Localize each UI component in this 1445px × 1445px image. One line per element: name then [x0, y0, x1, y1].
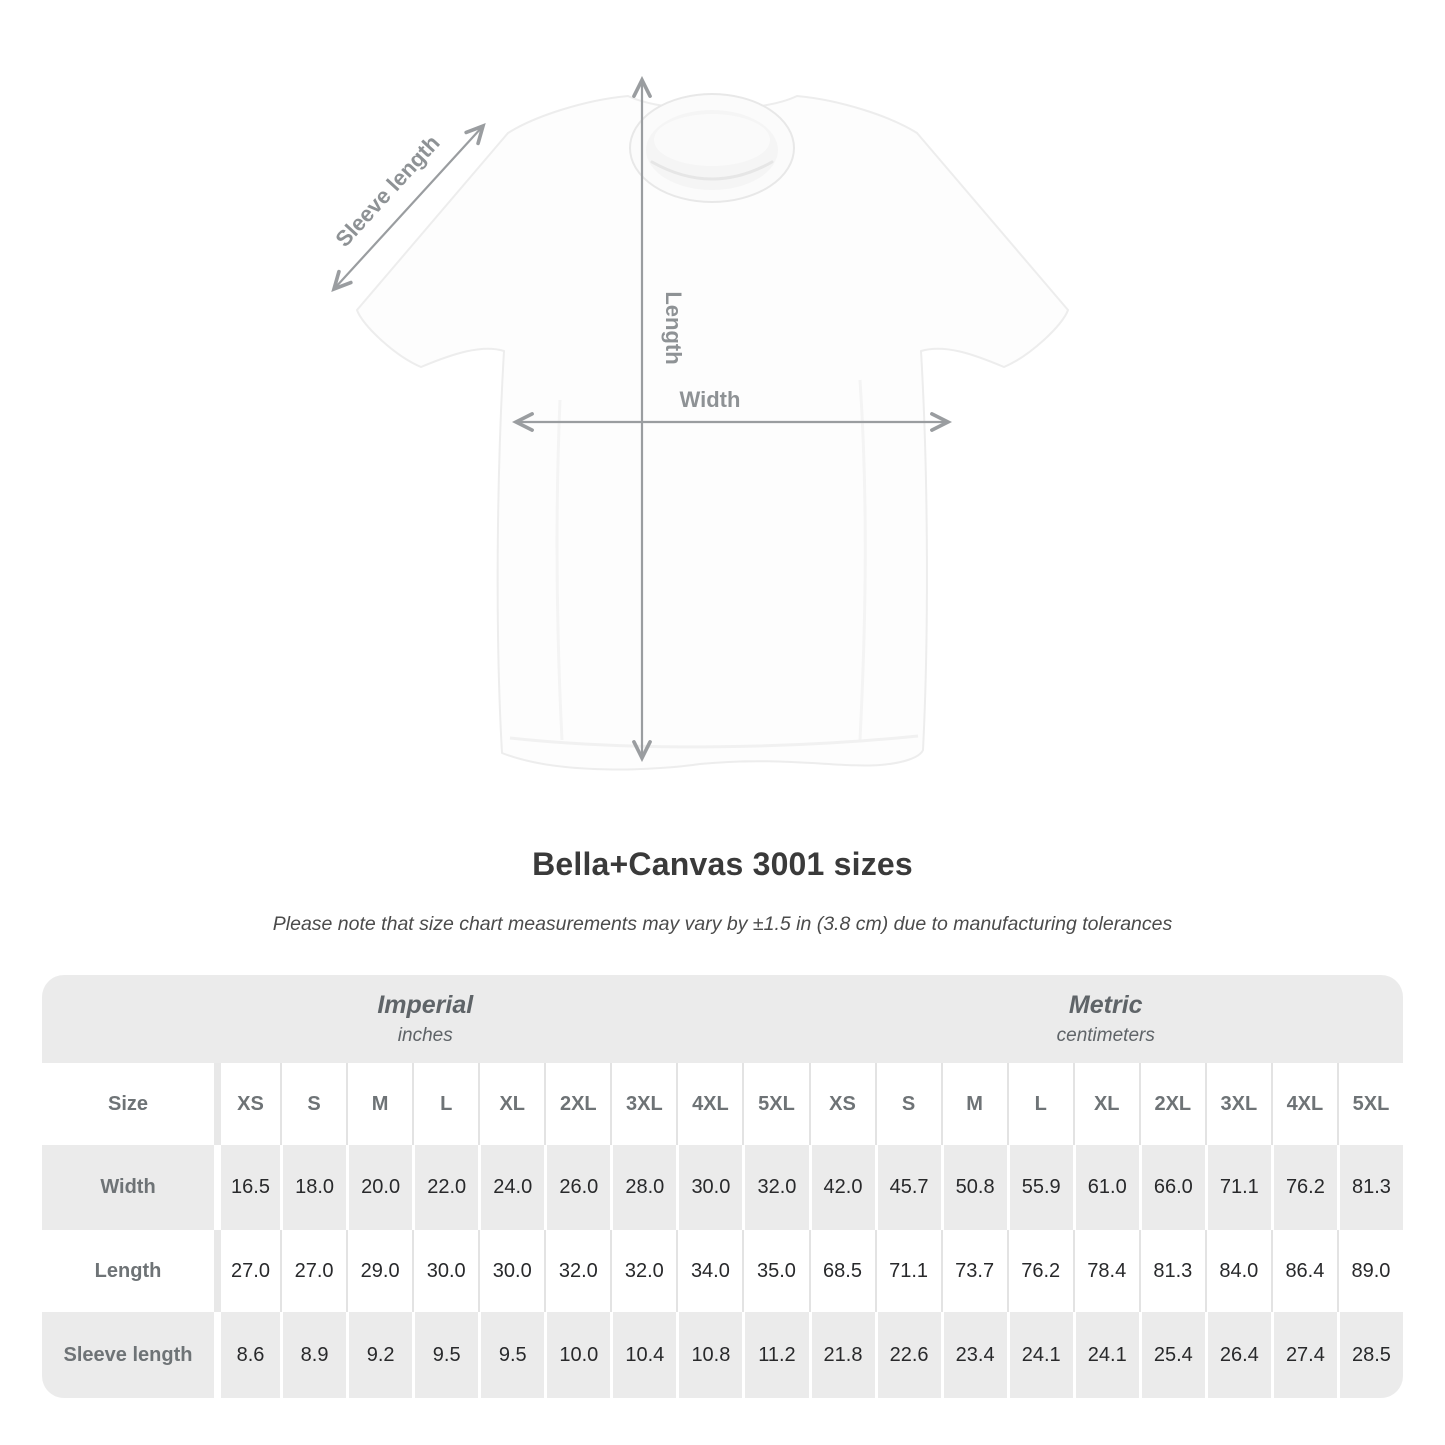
measure-row-sleeve-length [42, 1312, 1403, 1398]
measurement-value: 9.2 [346, 1312, 412, 1398]
row-label: Sleeve length [63, 1343, 193, 1366]
measurement-value: 30.0 [412, 1230, 478, 1312]
size-column-header: M [346, 1063, 412, 1145]
size-column-header: S [280, 1063, 346, 1145]
measurement-value: 9.5 [412, 1312, 478, 1398]
sleeve-length-label: Sleeve length [330, 130, 445, 252]
size-column-header: M [941, 1063, 1007, 1145]
metric-unit: centimeters [1056, 1025, 1155, 1046]
measurement-value: 78.4 [1073, 1230, 1139, 1312]
measurement-value: 76.2 [1007, 1230, 1073, 1312]
page-title: Bella+Canvas 3001 sizes [532, 846, 913, 882]
row-label: Size [107, 1092, 149, 1115]
length-label: Length [661, 291, 686, 365]
measurement-value: 30.0 [478, 1230, 544, 1312]
measurement-value: 26.4 [1205, 1312, 1271, 1398]
measurement-value: 10.4 [610, 1312, 676, 1398]
measurement-value: 66.0 [1139, 1145, 1205, 1230]
measurement-value: 35.0 [742, 1230, 808, 1312]
measurement-value: 25.4 [1139, 1312, 1205, 1398]
size-column-header: 5XL [742, 1063, 808, 1145]
measure-row-length [42, 1230, 1403, 1312]
size-column-header: L [412, 1063, 478, 1145]
size-column-header: 2XL [544, 1063, 610, 1145]
measurement-value: 24.1 [1073, 1312, 1139, 1398]
measurement-value: 24.0 [478, 1145, 544, 1230]
size-header-row [42, 1063, 1403, 1145]
measurement-value: 8.9 [280, 1312, 346, 1398]
measurement-value: 22.0 [412, 1145, 478, 1230]
measurement-value: 32.0 [544, 1230, 610, 1312]
imperial-group-header [42, 975, 809, 1063]
measurement-value: 71.1 [1205, 1145, 1271, 1230]
measurement-value: 8.6 [214, 1312, 280, 1398]
measurement-value: 73.7 [941, 1230, 1007, 1312]
row-label: Length [94, 1259, 162, 1282]
measure-row-width [42, 1145, 1403, 1230]
measurement-value: 27.0 [280, 1230, 346, 1312]
measurement-value: 32.0 [610, 1230, 676, 1312]
measurement-value: 71.1 [875, 1230, 941, 1312]
size-column-header: S [875, 1063, 941, 1145]
measurement-value: 34.0 [676, 1230, 742, 1312]
measurement-value: 16.5 [214, 1145, 280, 1230]
measurement-value: 28.5 [1337, 1312, 1403, 1398]
measurement-value: 42.0 [809, 1145, 875, 1230]
measurement-value: 50.8 [941, 1145, 1007, 1230]
size-column-header: XL [478, 1063, 544, 1145]
measurement-value: 26.0 [544, 1145, 610, 1230]
measurement-value: 86.4 [1271, 1230, 1337, 1312]
measurement-value: 45.7 [875, 1145, 941, 1230]
measurement-value: 84.0 [1205, 1230, 1271, 1312]
table-group-header-row [42, 975, 1403, 1063]
size-column-header: XL [1073, 1063, 1139, 1145]
measurement-value: 24.1 [1007, 1312, 1073, 1398]
measurement-value: 20.0 [346, 1145, 412, 1230]
measurement-value: 29.0 [346, 1230, 412, 1312]
measurement-value: 21.8 [809, 1312, 875, 1398]
measurement-value: 28.0 [610, 1145, 676, 1230]
measurement-value: 30.0 [676, 1145, 742, 1230]
measurement-value: 18.0 [280, 1145, 346, 1230]
measurement-value: 76.2 [1271, 1145, 1337, 1230]
size-column-header: 4XL [676, 1063, 742, 1145]
width-label: Width [679, 387, 741, 412]
measurement-value: 10.8 [676, 1312, 742, 1398]
measurement-value: 89.0 [1337, 1230, 1403, 1312]
size-column-header: 3XL [610, 1063, 676, 1145]
size-column-header: XS [214, 1063, 280, 1145]
metric-group-header [809, 975, 1404, 1063]
measurement-value: 61.0 [1073, 1145, 1139, 1230]
measurement-value: 27.0 [214, 1230, 280, 1312]
metric-label: Metric [1068, 991, 1143, 1019]
size-column-header: XS [809, 1063, 875, 1145]
measurement-value: 10.0 [544, 1312, 610, 1398]
measurement-value: 27.4 [1271, 1312, 1337, 1398]
size-table [42, 975, 1403, 1398]
measurement-value: 55.9 [1007, 1145, 1073, 1230]
measurement-value: 81.3 [1337, 1145, 1403, 1230]
size-column-header: 5XL [1337, 1063, 1403, 1145]
size-column-header: 3XL [1205, 1063, 1271, 1145]
size-column-header: 4XL [1271, 1063, 1337, 1145]
collar-back [654, 114, 770, 166]
size-column-header: 2XL [1139, 1063, 1205, 1145]
measurement-value: 9.5 [478, 1312, 544, 1398]
size-column-header: L [1007, 1063, 1073, 1145]
imperial-label: Imperial [377, 991, 474, 1019]
row-label: Width [100, 1176, 156, 1198]
measurement-value: 11.2 [742, 1312, 808, 1398]
measurement-value: 22.6 [875, 1312, 941, 1398]
tolerance-note: Please note that size chart measurements may vary by ±1.5 in (3.8 cm) due to manufacturing tolerances [272, 913, 1173, 935]
measurement-value: 32.0 [742, 1145, 808, 1230]
measurement-value: 81.3 [1139, 1230, 1205, 1312]
imperial-unit: inches [397, 1025, 453, 1046]
measurement-value: 68.5 [809, 1230, 875, 1312]
measurement-value: 23.4 [941, 1312, 1007, 1398]
